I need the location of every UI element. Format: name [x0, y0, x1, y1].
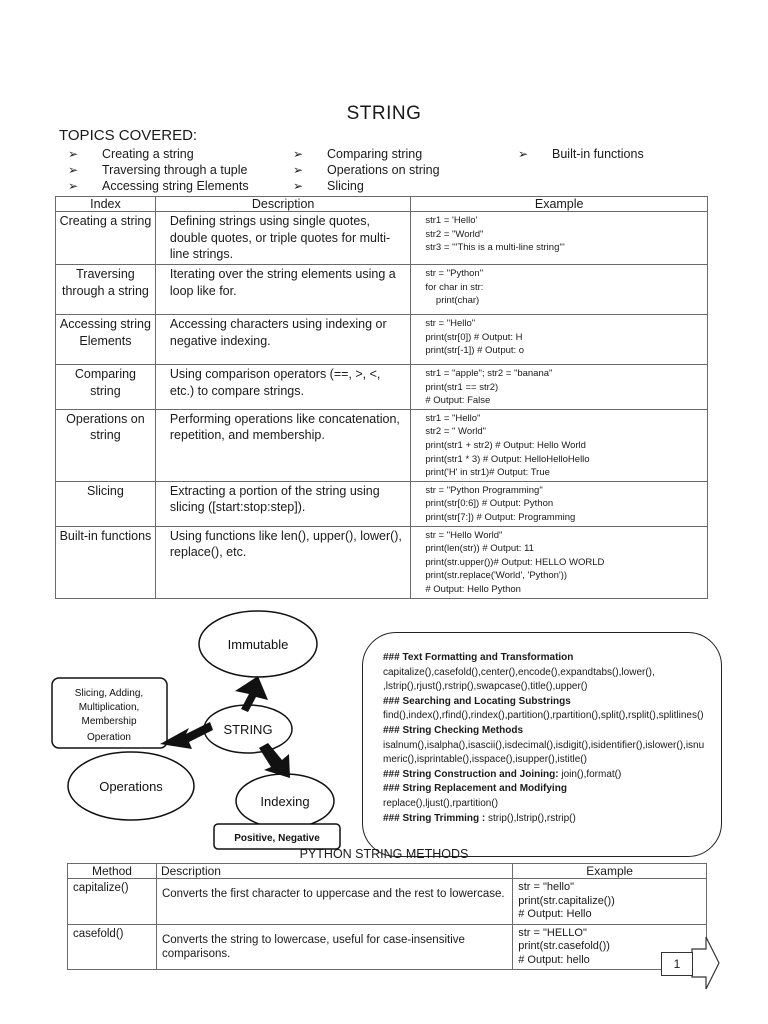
index-cell: Traversing through a string — [56, 265, 156, 315]
indexing-label: Indexing — [260, 794, 310, 809]
topic-item: ➢ Slicing — [293, 179, 364, 193]
methods-section-heading: ### Searching and Locating Substrings — [383, 695, 571, 707]
table-row — [56, 212, 708, 265]
python-methods-table — [67, 863, 707, 970]
immutable-label: Immutable — [227, 637, 289, 652]
ops-box-line: Operation — [87, 732, 131, 743]
methods-section-heading: ### Text Formatting and Transformation — [383, 652, 574, 663]
bullet-arrow-icon: ➢ — [293, 179, 304, 193]
example-cell: str = "Hello" print(str[0]) # Output: H print(str[-1]) # Output: o — [411, 315, 708, 365]
index-cell: Creating a string — [56, 212, 156, 265]
description-cell: Extracting a portion of the string using slicing ([start:stop:step]). — [155, 481, 410, 526]
methods-section-body: replace(),ljust(),rpartition() — [383, 797, 499, 809]
next-page-arrow-icon[interactable] — [690, 935, 722, 991]
example-cell: str = "Python" for char in str: print(char) — [411, 265, 708, 315]
topics-heading: TOPICS COVERED: — [59, 127, 198, 144]
index-box-label: Positive, Negative — [234, 833, 320, 844]
example-cell: str = "hello" print(str.capitalize()) # Output: Hello — [513, 879, 707, 925]
description-cell: Iterating over the string elements using a loop like for. — [155, 265, 410, 315]
description-cell: Using functions like len(), upper(), lower(), replace(), etc. — [155, 526, 410, 598]
table-row — [56, 409, 708, 481]
topic-item: ➢ Operations on string — [293, 163, 440, 177]
methods-section-body: join(),format() — [558, 768, 622, 780]
column-header: Description — [156, 864, 512, 879]
description-cell: Converts the first character to uppercase and the rest to lowercase. — [156, 879, 512, 925]
topic-item: ➢ Built-in functions — [518, 147, 644, 161]
bullet-arrow-icon: ➢ — [518, 147, 529, 161]
topic-item: ➢ Creating a string — [68, 147, 194, 161]
column-header: Example — [513, 864, 707, 879]
methods-section-heading: ### String Checking Methods — [383, 724, 524, 736]
table-row — [56, 265, 708, 315]
column-header: Example — [411, 197, 708, 212]
bullet-arrow-icon: ➢ — [293, 163, 304, 177]
methods-section-body: capitalize(),casefold(),center(),encode(),expandtabs(),lower(), ,lstrip(),rjust(),rstrip(),swapcase(),title(),upper() — [383, 666, 655, 693]
table-header-row — [56, 197, 708, 212]
table-row — [68, 879, 707, 925]
description-cell: Performing operations like concatenation, repetition, and membership. — [155, 409, 410, 481]
bullet-arrow-icon: ➢ — [68, 163, 79, 177]
index-cell: Accessing string Elements — [56, 315, 156, 365]
table-row — [56, 315, 708, 365]
topic-item: ➢ Accessing string Elements — [68, 179, 249, 193]
table-row — [68, 924, 707, 970]
column-header: Method — [68, 864, 157, 879]
methods-section-title: PYTHON STRING METHODS — [299, 847, 469, 861]
string-methods-box — [362, 632, 722, 857]
page-number: 1 — [661, 952, 693, 976]
description-cell: Using comparison operators (==, >, <, etc.) to compare strings. — [155, 365, 410, 410]
index-cell: Built-in functions — [56, 526, 156, 598]
bullet-arrow-icon: ➢ — [68, 147, 79, 161]
string-label: STRING — [223, 722, 273, 737]
string-topics-table — [55, 196, 708, 599]
example-cell: str1 = "apple"; str2 = "banana" print(str1 == str2) # Output: False — [411, 365, 708, 410]
index-cell: Slicing — [56, 481, 156, 526]
method-cell: capitalize() — [68, 879, 157, 925]
table-row — [56, 365, 708, 410]
example-cell: str1 = "Hello" str2 = " World" print(str1 + str2) # Output: Hello World print(str1 * 3) # Output: HelloHelloHello print('H' in str1)# Output: True — [411, 409, 708, 481]
column-header: Index — [56, 197, 156, 212]
index-cell: Comparing string — [56, 365, 156, 410]
ops-box-line: Multiplication, — [78, 702, 140, 713]
topic-item: ➢ Traversing through a tuple — [68, 163, 248, 177]
example-cell: str1 = 'Hello' str2 = "World" str3 = '''This is a multi-line string''' — [411, 212, 708, 265]
description-cell: Defining strings using single quotes, double quotes, or triple quotes for multi-line strings. — [155, 212, 410, 265]
ops-box-line: Slicing, Adding, — [74, 688, 144, 699]
table-header-row — [68, 864, 707, 879]
page-title: STRING — [346, 103, 422, 124]
methods-section-heading: ### String Trimming : — [383, 812, 486, 824]
methods-section-heading: ### String Replacement and Modifying — [383, 783, 567, 795]
table-row — [56, 526, 708, 598]
methods-section-body: strip(),lstrip(),rstrip() — [485, 812, 576, 824]
description-cell: Accessing characters using indexing or negative indexing. — [155, 315, 410, 365]
description-cell: Converts the string to lowercase, useful for case-insensitive comparisons. — [156, 924, 512, 970]
example-cell: str = "Hello World" print(len(str)) # Output: 11 print(str.upper())# Output: HELLO WORLD print(str.replace('World', 'Python')) # Output: Hello Python — [411, 526, 708, 598]
index-cell: Operations on string — [56, 409, 156, 481]
example-cell: str = "HELLO" print(str.casefold()) # Output: hello — [513, 924, 707, 970]
topic-item: ➢ Comparing string — [293, 147, 423, 161]
column-header: Description — [155, 197, 410, 212]
table-row — [56, 481, 708, 526]
operations-label: Operations — [99, 779, 163, 794]
bullet-arrow-icon: ➢ — [293, 147, 304, 161]
bullet-arrow-icon: ➢ — [68, 179, 79, 193]
methods-section-body: isalnum(),isalpha(),isascii(),isdecimal(),isdigit(),isidentifier(),islower(),isnumeric(),isprintable(),isspace(),isupper(),istitle() — [383, 739, 705, 766]
methods-section-heading: ### String Construction and Joining: — [383, 768, 559, 780]
methods-section-body: find(),index(),rfind(),rindex(),partition(),rpartition(),split(),rsplit(),splitlines() — [383, 710, 704, 722]
example-cell: str = "Python Programming" print(str[0:6]) # Output: Python print(str[7:]) # Output: Programming — [411, 481, 708, 526]
string-concept-diagram — [0, 598, 360, 853]
ops-box-line: Membership — [81, 716, 137, 727]
method-cell: casefold() — [68, 924, 157, 970]
